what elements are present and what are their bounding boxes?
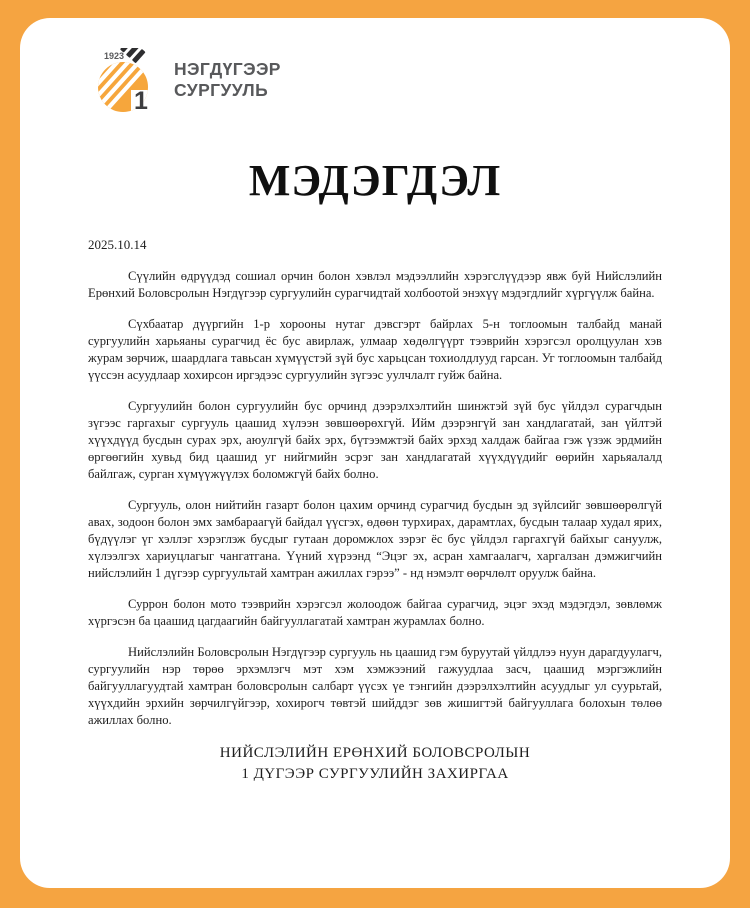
document-date: 2025.10.14 xyxy=(88,237,147,252)
paragraph-5: Суррон болон мото тээврийн хэрэгсэл жолоодож байгаа сурагчид, эцэг эхэд мэдэгдэл, зөвлөмж хүргэсэн ба цаашид цагдаагийн байгууллагатай хамтран журамлах болно. xyxy=(88,597,662,628)
school-logo-icon xyxy=(92,48,166,114)
paragraph-4: Сургууль, олон нийтийн газарт болон цахим орчинд сурагчид бусдын эд зүйлсийг зөвшөөрөлгүй авах, зодоон болон эмх замбараагүй байдал үүсгэх, өдөөн турхирах, дарамтлах, бусдын талаар худал ярих, бүдүүлэг үг хэллэг хэрэглэж бусдыг гутаан доромжлох зэрэг ёс бус үйлдэл гаргахгүй байхыг сануулж, хүлээлгэх хариуцлагыг чангатгана. Үүний хүрээнд “Эцэг эх, асран хамгаалагч, харгалзан дэмжигчийн нийслэлийн 1 дүгээр сургуультай хамтран ажиллах гэрээ” - нд нэмэлт өөрчлөлт оруулж байна. xyxy=(88,498,662,580)
school-name-line1: НЭГДҮГЭЭР xyxy=(174,59,281,79)
footer-line2: 1 ДҮГЭЭР СУРГУУЛИЙН ЗАХИРГАА xyxy=(241,766,509,782)
document-card xyxy=(20,18,730,888)
logo-year-text: 1923 xyxy=(104,51,125,61)
school-name-line2: СУРГУУЛЬ xyxy=(174,80,269,100)
document-title: МЭДЭГДЭЛ xyxy=(248,156,502,205)
paragraph-1: Сүүлийн өдрүүдэд сошиал орчин болон хэвлэл мэдээллийн хэрэгслүүдээр явж буй Нийслэлийн Ерөнхий Боловсролын Нэгдүгээр сургуулийн сурагчидтай холбоотой энэхүү мэдэгдлийг хүргүүлж байна. xyxy=(88,269,662,300)
document-footer xyxy=(88,743,662,785)
letterhead xyxy=(92,48,662,114)
paragraph-2: Сүхбаатар дүүргийн 1-р хорооны нутаг дэвсгэрт байрлах 5-н тоглоомын талбайд манай сургуулийн харьяаны сурагчид ёс бус авирлаж, улмаар хөдөлгүүрт тээврийн хэрэгсэл оролцуулан хэв журам зөрчиж, шаардлага тавьсан хүмүүстэй зүй бус харьцсан тохиолдлууд гарсан. Уг тоглоомын талбайд үүссэн асуудлаар хохирсон иргэдээс сургуулийн зүгээс уулчлалт гуйж байна. xyxy=(88,317,662,382)
paragraph-3: Сургуулийн болон сургуулийн бус орчинд дээрэлхэлтийн шинжтэй зүй бус үйлдэл сурагчдын зүгээс гаргахыг сургууль цаашид хүлээн зөвшөөрөхгүй. Ийм дээрэнгүй зан хандлагатай, зан үйлтэй хүүхдүүд бусдын сурах эрх, аюулгүй байх эрх, бүтээмжтэй байх эрхэд халдаж байгаа гэж үзэж эрдмийн өргөөгийн хувьд бид цаашид уг нийгмийн эсрэг зан хандлагатай хүүхдүүдийг өөрийн харьяалалд байлгаж, сурган хүмүүжүүлэх боломжгүй байх болно. xyxy=(88,399,662,481)
paragraph-6: Нийслэлийн Боловсролын Нэгдүгээр сургууль нь цаашид гэм буруутай үйлдлээ нуун дарагдуулагч, сургуулийн нэр төрөө эрхэмлэгч мэт хэм хэмжээний гажуудлаа засч, цаашид мэргэжлийн байгууллагуудтай хамтран боловсролын салбарт үүсэх үе тэнгийн дээрэлхэлтийн асуудлыг ул суурьтай, хүүхдийн эрхийн зөрчилгүйгээр, хохирогч төвтэй шийддэг зөв жишигтэй байгууллага болохын төлөө ажиллах болно. xyxy=(88,645,662,727)
logo-number-one: 1 xyxy=(134,87,148,114)
footer-line1: НИЙСЛЭЛИЙН ЕРӨНХИЙ БОЛОВСРОЛЫН xyxy=(219,745,531,761)
school-name xyxy=(174,59,281,101)
document-body xyxy=(88,268,662,729)
school-logo xyxy=(92,48,166,114)
